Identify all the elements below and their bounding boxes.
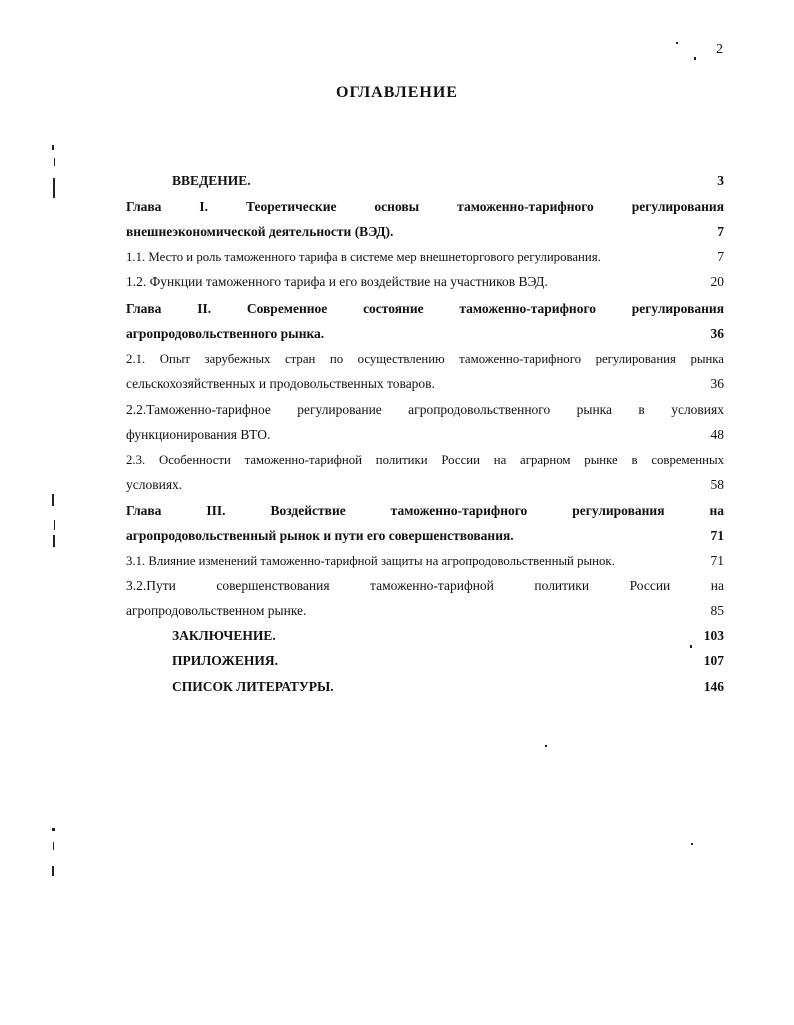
toc-label-line: агропродовольственном рынке. — [126, 603, 307, 618]
toc-page: 7 — [717, 249, 724, 264]
toc-label-line: 3.2.Пути совершенствования таможенно-тарифной политики России на — [126, 578, 724, 593]
scan-speck — [545, 745, 547, 747]
toc-label-line: Глава III. Воздействие таможенно-тарифного регулирования на — [126, 503, 724, 518]
toc-label: ЗАКЛЮЧЕНИЕ. — [172, 628, 276, 643]
toc-page: 71 — [710, 528, 724, 543]
toc-label: СПИСОК ЛИТЕРАТУРЫ. — [172, 679, 334, 694]
toc-entry-3-2-cont — [126, 601, 724, 621]
toc-entry-chapter-1 — [126, 197, 724, 217]
toc-entry-conclusion — [126, 626, 724, 646]
toc-page: 107 — [703, 653, 724, 668]
toc-label: ВВЕДЕНИЕ. — [172, 173, 251, 188]
scan-speck — [52, 145, 54, 150]
toc-label-line: сельскохозяйственных и продовольственных товаров. — [126, 376, 435, 391]
toc-page: 48 — [710, 427, 724, 442]
toc-page: 3 — [717, 173, 724, 188]
scan-speck — [53, 535, 55, 547]
scan-speck — [52, 494, 54, 506]
toc-entry-2-1-cont — [126, 374, 724, 394]
toc-entry-2-3 — [126, 450, 724, 470]
scan-speck — [694, 57, 696, 60]
toc-entry-chapter-1-cont — [126, 222, 724, 242]
scan-speck — [53, 842, 54, 850]
toc-label-line: 2.1. Опыт зарубежных стран по осуществлению таможенно-тарифного регулирования рынка — [126, 352, 724, 366]
toc-page: 20 — [710, 274, 724, 289]
toc-label: 1.2. Функции таможенного тарифа и его воздействие на участников ВЭД. — [126, 274, 548, 289]
toc-entry-chapter-2 — [126, 299, 724, 319]
toc-label-line: Глава II. Современное состояние таможенно-тарифного регулирования — [126, 301, 724, 316]
toc-entry-appendix — [126, 651, 724, 671]
toc-label-line: Глава I. Теоретические основы таможенно-тарифного регулирования — [126, 199, 724, 214]
toc-entry-2-2 — [126, 400, 724, 420]
toc-label: 1.1. Место и роль таможенного тарифа в системе мер внешнеторгового регулирования. — [126, 250, 601, 264]
toc-entry-2-1 — [126, 349, 724, 369]
scan-speck — [52, 866, 54, 876]
page-title: ОГЛАВЛЕНИЕ — [336, 84, 458, 101]
toc-page: 71 — [710, 553, 724, 568]
toc-entry-2-3-cont — [126, 475, 724, 495]
scan-speck — [54, 158, 55, 166]
toc-entry-intro — [126, 171, 724, 191]
toc-entry-chapter-3 — [126, 501, 724, 521]
scan-speck — [54, 520, 55, 530]
scan-speck — [53, 178, 55, 198]
toc-page: 36 — [710, 376, 724, 391]
toc-label-line: агропродовольственный рынок и пути его совершенствования. — [126, 528, 514, 543]
toc-label-line: условиях. — [126, 477, 183, 492]
page-number: 2 — [716, 42, 723, 57]
toc-page: 58 — [710, 477, 724, 492]
toc-page: 36 — [710, 326, 724, 341]
toc-entry-2-2-cont — [126, 425, 724, 445]
toc-label-line: 2.2.Таможенно-тарифное регулирование агропродовольственного рынка в условиях — [126, 402, 724, 417]
scan-speck — [690, 645, 692, 648]
toc-label: 3.1. Влияние изменений таможенно-тарифной защиты на агропродовольственный рынок. — [126, 554, 615, 568]
toc-entry-bibliography — [126, 677, 724, 697]
toc-label-line: агропродовольственного рынка. — [126, 326, 325, 341]
toc-page: 146 — [703, 679, 724, 694]
toc-page: 103 — [703, 628, 724, 643]
toc-entry-1-2 — [126, 272, 724, 292]
scan-speck — [52, 828, 55, 831]
scan-speck — [691, 843, 693, 845]
toc-page: 85 — [710, 603, 724, 618]
toc-entry-chapter-2-cont — [126, 324, 724, 344]
toc-label-line: внешнеэкономической деятельности (ВЭД). — [126, 224, 394, 239]
scan-speck — [676, 42, 678, 44]
toc-entry-1-1 — [126, 247, 724, 267]
toc-entry-chapter-3-cont — [126, 526, 724, 546]
toc-label-line: 2.3. Особенности таможенно-тарифной политики России на аграрном рынке в современных — [126, 453, 724, 467]
toc-entry-3-2 — [126, 576, 724, 596]
toc-entry-3-1 — [126, 551, 724, 571]
toc-page: 7 — [717, 224, 724, 239]
toc-label-line: функционирования ВТО. — [126, 427, 271, 442]
toc-label: ПРИЛОЖЕНИЯ. — [172, 653, 278, 668]
